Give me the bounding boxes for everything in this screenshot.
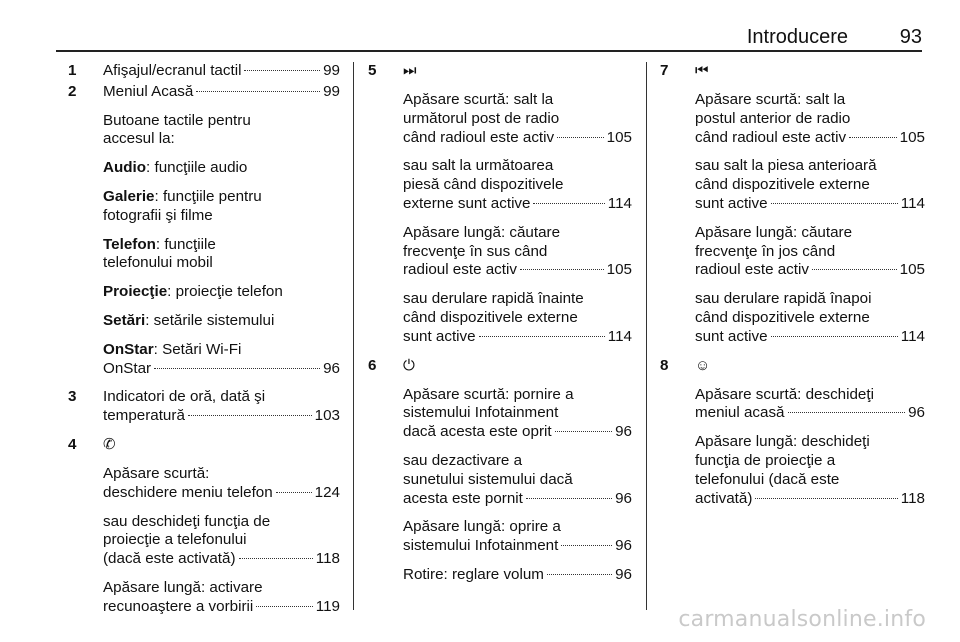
paragraph-setari [103,312,340,331]
term-desc: : setările sistemului [145,311,275,329]
paragraph-onstar [103,341,340,379]
text-line: accesul la: [103,130,175,148]
text-line: telefonului mobil [103,254,213,272]
paragraph [695,91,925,147]
paragraph [695,433,925,508]
toc-entry [403,566,632,585]
column-divider-1 [353,62,354,610]
toc-entry [103,407,340,426]
page-ref: 105 [606,261,632,279]
page-ref: 105 [899,128,925,146]
text-line: Apăsare lungă: activare [103,578,263,596]
dot-leader [520,269,604,270]
entry-text: externe sunt active [403,194,531,212]
dot-leader [849,137,897,138]
page-ref: 114 [607,194,632,212]
term-desc: : funcţiile [155,235,216,253]
item-8 [660,357,925,509]
entry-text: deschidere meniu telefon [103,483,273,501]
term: Proiecţie [103,283,168,301]
paragraph-galerie [103,188,340,226]
paragraph-audio [103,159,340,178]
item-number: 6 [368,356,377,374]
page-ref: 96 [615,565,632,583]
power-icon: ⏻ [403,356,415,374]
term: Audio [103,159,147,177]
text-line: Apăsare scurtă: pornire a [403,385,574,403]
paragraph [103,112,340,150]
column-2 [368,62,632,595]
text-line: Apăsare scurtă: [103,464,210,482]
text-line: sau deschideţi funcţia de [103,512,271,530]
paragraph-proiectie [103,283,340,302]
item-7 [660,62,925,347]
dot-leader [188,415,312,416]
paragraph [103,465,340,503]
entry-text: Afişajul/ecranul tactil [103,62,242,79]
text-line: când dispozitivele externe [403,308,578,326]
text-line: sau derulare rapidă înapoi [695,290,872,308]
toc-entry [403,537,632,556]
text-line: piesă când dispozitivele [403,176,564,194]
page-ref: 114 [900,327,925,345]
text-line: fotografii şi filme [103,206,213,224]
toc-entry [695,490,925,509]
dot-leader [196,91,320,92]
page-ref: 124 [314,483,340,501]
page-ref: 105 [606,128,632,146]
toc-entry [695,129,925,148]
item-number: 5 [368,62,377,79]
toc-entry [695,328,925,347]
text-line: Apăsare lungă: oprire a [403,518,561,536]
paragraph [403,157,632,213]
dot-leader [561,545,612,546]
page-number: 93 [899,26,922,48]
dot-leader [276,492,312,493]
entry-text: activată) [695,489,753,507]
dot-leader [788,412,906,413]
toc-entry [103,62,340,81]
paragraph [103,579,340,617]
dot-leader [547,574,612,575]
toc-entry [695,195,925,214]
item-number: 3 [68,388,77,406]
text-line: Apăsare lungă: căutare [695,223,853,241]
toc-entry [695,261,925,280]
term-desc: : Setări Wi-Fi [153,340,242,358]
page-ref: 99 [323,82,340,100]
entry-text: dacă acesta este oprit [403,423,552,441]
text-line: frecvenţe în jos când [695,242,836,260]
dot-leader [526,498,612,499]
text-line: Apăsare scurtă: salt la [695,91,846,108]
dot-leader [479,336,605,337]
dot-leader [555,431,613,432]
text-line [103,312,340,331]
item-5 [368,62,632,347]
text-line [103,236,340,255]
item-number: 7 [660,62,669,79]
term: Galerie [103,187,155,205]
toc-entry [403,490,632,509]
paragraph [403,452,632,508]
text-line: sunetului sistemului dacă [403,470,573,488]
text-line [103,159,340,178]
paragraph [403,91,632,147]
paragraph [695,224,925,280]
entry-text: radioul este activ [403,261,517,279]
text-line: Apăsare lungă: deschideţi [695,433,870,451]
text-line: sau salt la următoarea [403,157,554,175]
item-number: 1 [68,62,77,79]
text-line: Apăsare lungă: căutare [403,223,561,241]
toc-entry [403,423,632,442]
toc-entry [403,195,632,214]
page-header [56,26,922,52]
text-line: Butoane tactile pentru [103,111,251,129]
page-ref: 99 [323,62,340,79]
paragraph [695,290,925,346]
paragraph [695,386,925,424]
paragraph [403,290,632,346]
text-line: sistemului Infotainment [403,404,559,422]
entry-text: când radioul este activ [695,128,847,146]
item-2 [68,83,340,379]
dot-leader [533,203,604,204]
dot-leader [256,606,313,607]
entry-text: sunt active [695,327,768,345]
term: Setări [103,311,146,329]
text-line: telefonului (dacă este [695,470,840,488]
watermark: carmanualsonline.info [678,607,926,632]
text-line: când dispozitivele externe [695,176,870,194]
text-line: funcţia de proiecţie a [695,451,836,469]
entry-text: Rotire: reglare volum [403,565,544,583]
term-desc: : funcţiile pentru [154,187,262,205]
item-6 [368,357,632,585]
toc-entry [103,550,340,569]
entry-text: radioul este activ [695,261,809,279]
paragraph [403,224,632,280]
home-icon: ☺ [695,356,711,374]
toc-entry [103,598,340,617]
text-line: când dispozitivele externe [695,308,870,326]
page-ref: 96 [615,423,632,441]
dot-leader [239,558,313,559]
text-line: Apăsare scurtă: salt la [403,91,554,108]
entry-text: temperatură [103,407,185,425]
paragraph [403,386,632,442]
text-line: postul anterior de radio [695,109,851,127]
item-3 [68,388,340,426]
page-ref: 96 [615,489,632,507]
paragraph [103,513,340,569]
text-line [103,188,340,207]
toc-entry [103,484,340,503]
toc-entry [403,261,632,280]
text-line: sau salt la piesa anterioară [695,157,877,175]
text-line [103,283,340,302]
item-4 [68,436,340,617]
page-ref: 114 [607,327,632,345]
entry-text: Meniul Acasă [103,82,194,100]
page-ref: 96 [323,359,340,377]
entry-text: (dacă este activată) [103,550,236,568]
text-line: proiecţie a telefonului [103,531,247,549]
term-desc: : proiecţie telefon [167,283,283,301]
page-ref: 103 [314,407,340,425]
page-ref: 118 [900,489,925,507]
entry-text: meniul acasă [695,404,785,422]
text-line: sau derulare rapidă înainte [403,290,584,308]
item-number: 8 [660,356,669,374]
item-1 [68,62,340,81]
dot-leader [771,203,898,204]
paragraph [695,157,925,213]
page-ref: 114 [900,194,925,212]
entry-text: sunt active [695,194,768,212]
text-line: frecvenţe în sus când [403,242,548,260]
toc-entry [103,360,340,379]
paragraph [403,566,632,585]
toc-entry [403,328,632,347]
page-ref: 96 [615,537,632,555]
column-1 [68,62,340,627]
text-line: sau dezactivare a [403,451,523,469]
dot-leader [244,70,320,71]
paragraph-telefon [103,236,340,274]
text-line: Apăsare scurtă: deschideţi [695,385,874,403]
paragraph [403,518,632,556]
entry-text: recunoaştere a vorbirii [103,597,254,615]
term-desc: : funcţiile audio [146,159,248,177]
page-ref: 119 [315,597,340,615]
term: Telefon [103,235,156,253]
text-line [103,341,340,360]
entry-text: când radioul este activ [403,128,555,146]
entry-text: sistemului Infotainment [403,537,559,555]
term: OnStar [103,340,154,358]
toc-entry [103,83,340,102]
entry-text: sunt active [403,327,476,345]
toc-entry [695,404,925,423]
column-divider-2 [646,62,647,610]
next-track-icon: ⏭ [403,62,417,79]
page-ref: 105 [899,261,925,279]
item-number: 4 [68,435,77,453]
item-number: 2 [68,82,77,100]
dot-leader [812,269,897,270]
entry-text: acesta este pornit [403,489,523,507]
dot-leader [771,336,898,337]
phone-icon: ✆ [103,435,116,453]
text-line: următorul post de radio [403,109,560,127]
page-title: Introducere [746,26,848,48]
toc-entry [403,129,632,148]
dot-leader [154,368,320,369]
dot-leader [755,498,897,499]
entry-text: OnStar [103,359,152,377]
text-line: Indicatori de oră, dată şi [103,388,266,406]
dot-leader [557,137,604,138]
previous-track-icon: ⏮ [695,62,709,79]
page-ref: 118 [315,550,340,568]
column-3 [660,62,925,518]
page-ref: 96 [908,404,925,422]
